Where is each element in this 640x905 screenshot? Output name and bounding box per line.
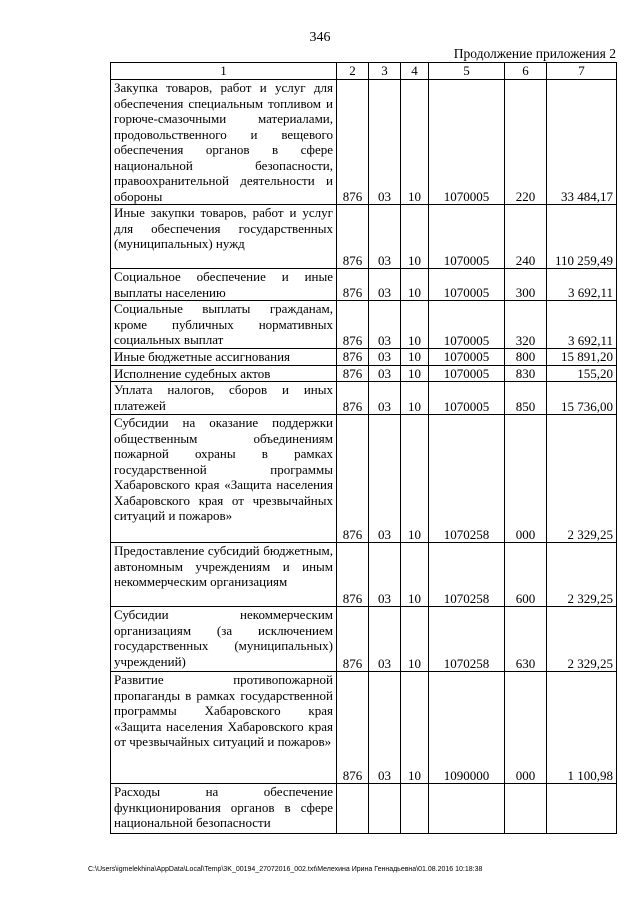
row-description: Субсидии некоммерческим организациям (за исключением государственных (муниципальных) учреждений) (111, 607, 337, 672)
code-target-item: 1070005 (429, 205, 505, 269)
row-description: Предоставление субсидий бюджетным, автономным учреждениям и иным некоммерческим организациям (111, 543, 337, 607)
appendix-continuation-label: Продолжение приложения 2 (453, 46, 616, 61)
code-target-item: 1070258 (429, 415, 505, 543)
code-section (369, 784, 401, 834)
code-department (337, 784, 369, 834)
row-description: Расходы на обеспечение функционирования органов в сфере национальной безопасности (111, 784, 337, 834)
code-target-item: 1090000 (429, 672, 505, 784)
table-row (111, 205, 617, 269)
code-department: 876 (337, 205, 369, 269)
code-target-item: 1070005 (429, 80, 505, 205)
code-expense-type: 240 (505, 205, 547, 269)
row-amount: 2 329,25 (547, 415, 617, 543)
code-expense-type: 000 (505, 415, 547, 543)
column-header: 1 (111, 63, 337, 80)
code-subsection: 10 (401, 672, 429, 784)
code-expense-type: 000 (505, 672, 547, 784)
code-department: 876 (337, 365, 369, 382)
code-section: 03 (369, 269, 401, 301)
table-row (111, 607, 617, 672)
code-department: 876 (337, 382, 369, 415)
code-expense-type: 300 (505, 269, 547, 301)
code-expense-type: 800 (505, 349, 547, 366)
table-row (111, 269, 617, 301)
column-header: 7 (547, 63, 617, 80)
row-amount: 3 692,11 (547, 269, 617, 301)
code-target-item: 1070005 (429, 301, 505, 349)
code-section: 03 (369, 301, 401, 349)
row-description: Исполнение судебных актов (111, 365, 337, 382)
code-subsection: 10 (401, 269, 429, 301)
code-target-item: 1070005 (429, 269, 505, 301)
row-amount: 33 484,17 (547, 80, 617, 205)
row-description: Иные бюджетные ассигнования (111, 349, 337, 366)
table-header-row (111, 63, 617, 80)
code-expense-type: 850 (505, 382, 547, 415)
row-description: Развитие противопожарной пропаганды в рамках государственной программы Хабаровского края «Защита населения Хабаровского края от чрезвычайных ситуаций и пожаров» (111, 672, 337, 784)
code-section: 03 (369, 205, 401, 269)
code-subsection: 10 (401, 607, 429, 672)
code-department: 876 (337, 607, 369, 672)
code-section: 03 (369, 365, 401, 382)
code-expense-type (505, 784, 547, 834)
row-amount: 110 259,49 (547, 205, 617, 269)
row-amount: 2 329,25 (547, 543, 617, 607)
row-description: Социальные выплаты гражданам, кроме публичных нормативных социальных выплат (111, 301, 337, 349)
code-subsection (401, 784, 429, 834)
code-expense-type: 830 (505, 365, 547, 382)
code-section: 03 (369, 543, 401, 607)
code-subsection: 10 (401, 80, 429, 205)
table-row (111, 382, 617, 415)
row-amount: 3 692,11 (547, 301, 617, 349)
file-path-footer: C:\Users\igmelekhina\AppData\Local\Temp\3K_00194_27072016_002.txt\Мелехина Ирина Геннадьевна\01.08.2016 10:18:38 (88, 866, 483, 873)
code-department: 876 (337, 672, 369, 784)
code-expense-type: 600 (505, 543, 547, 607)
row-description: Уплата налогов, сборов и иных платежей (111, 382, 337, 415)
code-section: 03 (369, 349, 401, 366)
code-expense-type: 630 (505, 607, 547, 672)
code-section: 03 (369, 672, 401, 784)
code-section: 03 (369, 607, 401, 672)
row-amount: 15 736,00 (547, 382, 617, 415)
row-description: Закупка товаров, работ и услуг для обеспечения специальным топливом и горюче-смазочными материалами, продовольственного и вещевого обеспечения органов в сфере национальной безопасности, правоохранительной деятельности и обороны (111, 80, 337, 205)
table-row (111, 365, 617, 382)
table-row (111, 349, 617, 366)
table-row (111, 784, 617, 834)
column-header: 6 (505, 63, 547, 80)
code-department: 876 (337, 349, 369, 366)
code-expense-type: 220 (505, 80, 547, 205)
row-amount: 2 329,25 (547, 607, 617, 672)
code-subsection: 10 (401, 543, 429, 607)
code-target-item: 1070005 (429, 349, 505, 366)
row-description: Социальное обеспечение и иные выплаты населению (111, 269, 337, 301)
code-subsection: 10 (401, 365, 429, 382)
code-department: 876 (337, 269, 369, 301)
code-target-item: 1070258 (429, 607, 505, 672)
code-target-item: 1070005 (429, 382, 505, 415)
row-amount: 15 891,20 (547, 349, 617, 366)
code-target-item (429, 784, 505, 834)
table-row (111, 543, 617, 607)
code-subsection: 10 (401, 349, 429, 366)
table-row (111, 415, 617, 543)
code-section: 03 (369, 415, 401, 543)
column-header: 5 (429, 63, 505, 80)
code-expense-type: 320 (505, 301, 547, 349)
code-subsection: 10 (401, 301, 429, 349)
budget-table (110, 62, 617, 834)
code-section: 03 (369, 80, 401, 205)
row-amount: 155,20 (547, 365, 617, 382)
code-subsection: 10 (401, 382, 429, 415)
page-number: 346 (309, 30, 331, 45)
row-description: Субсидии на оказание поддержки общественным объединениям пожарной охраны в рамках государственной программы Хабаровского края «Защита населения Хабаровского края от чрезвычайных ситуаций и пожаров» (111, 415, 337, 543)
code-department: 876 (337, 415, 369, 543)
code-subsection: 10 (401, 205, 429, 269)
code-department: 876 (337, 543, 369, 607)
code-department: 876 (337, 80, 369, 205)
code-target-item: 1070005 (429, 365, 505, 382)
code-department: 876 (337, 301, 369, 349)
row-amount (547, 784, 617, 834)
column-header: 2 (337, 63, 369, 80)
column-header: 3 (369, 63, 401, 80)
row-amount: 1 100,98 (547, 672, 617, 784)
code-target-item: 1070258 (429, 543, 505, 607)
table-row (111, 80, 617, 205)
column-header: 4 (401, 63, 429, 80)
code-section: 03 (369, 382, 401, 415)
table-row (111, 672, 617, 784)
row-description: Иные закупки товаров, работ и услуг для обеспечения государственных (муниципальных) нужд (111, 205, 337, 269)
table-row (111, 301, 617, 349)
code-subsection: 10 (401, 415, 429, 543)
